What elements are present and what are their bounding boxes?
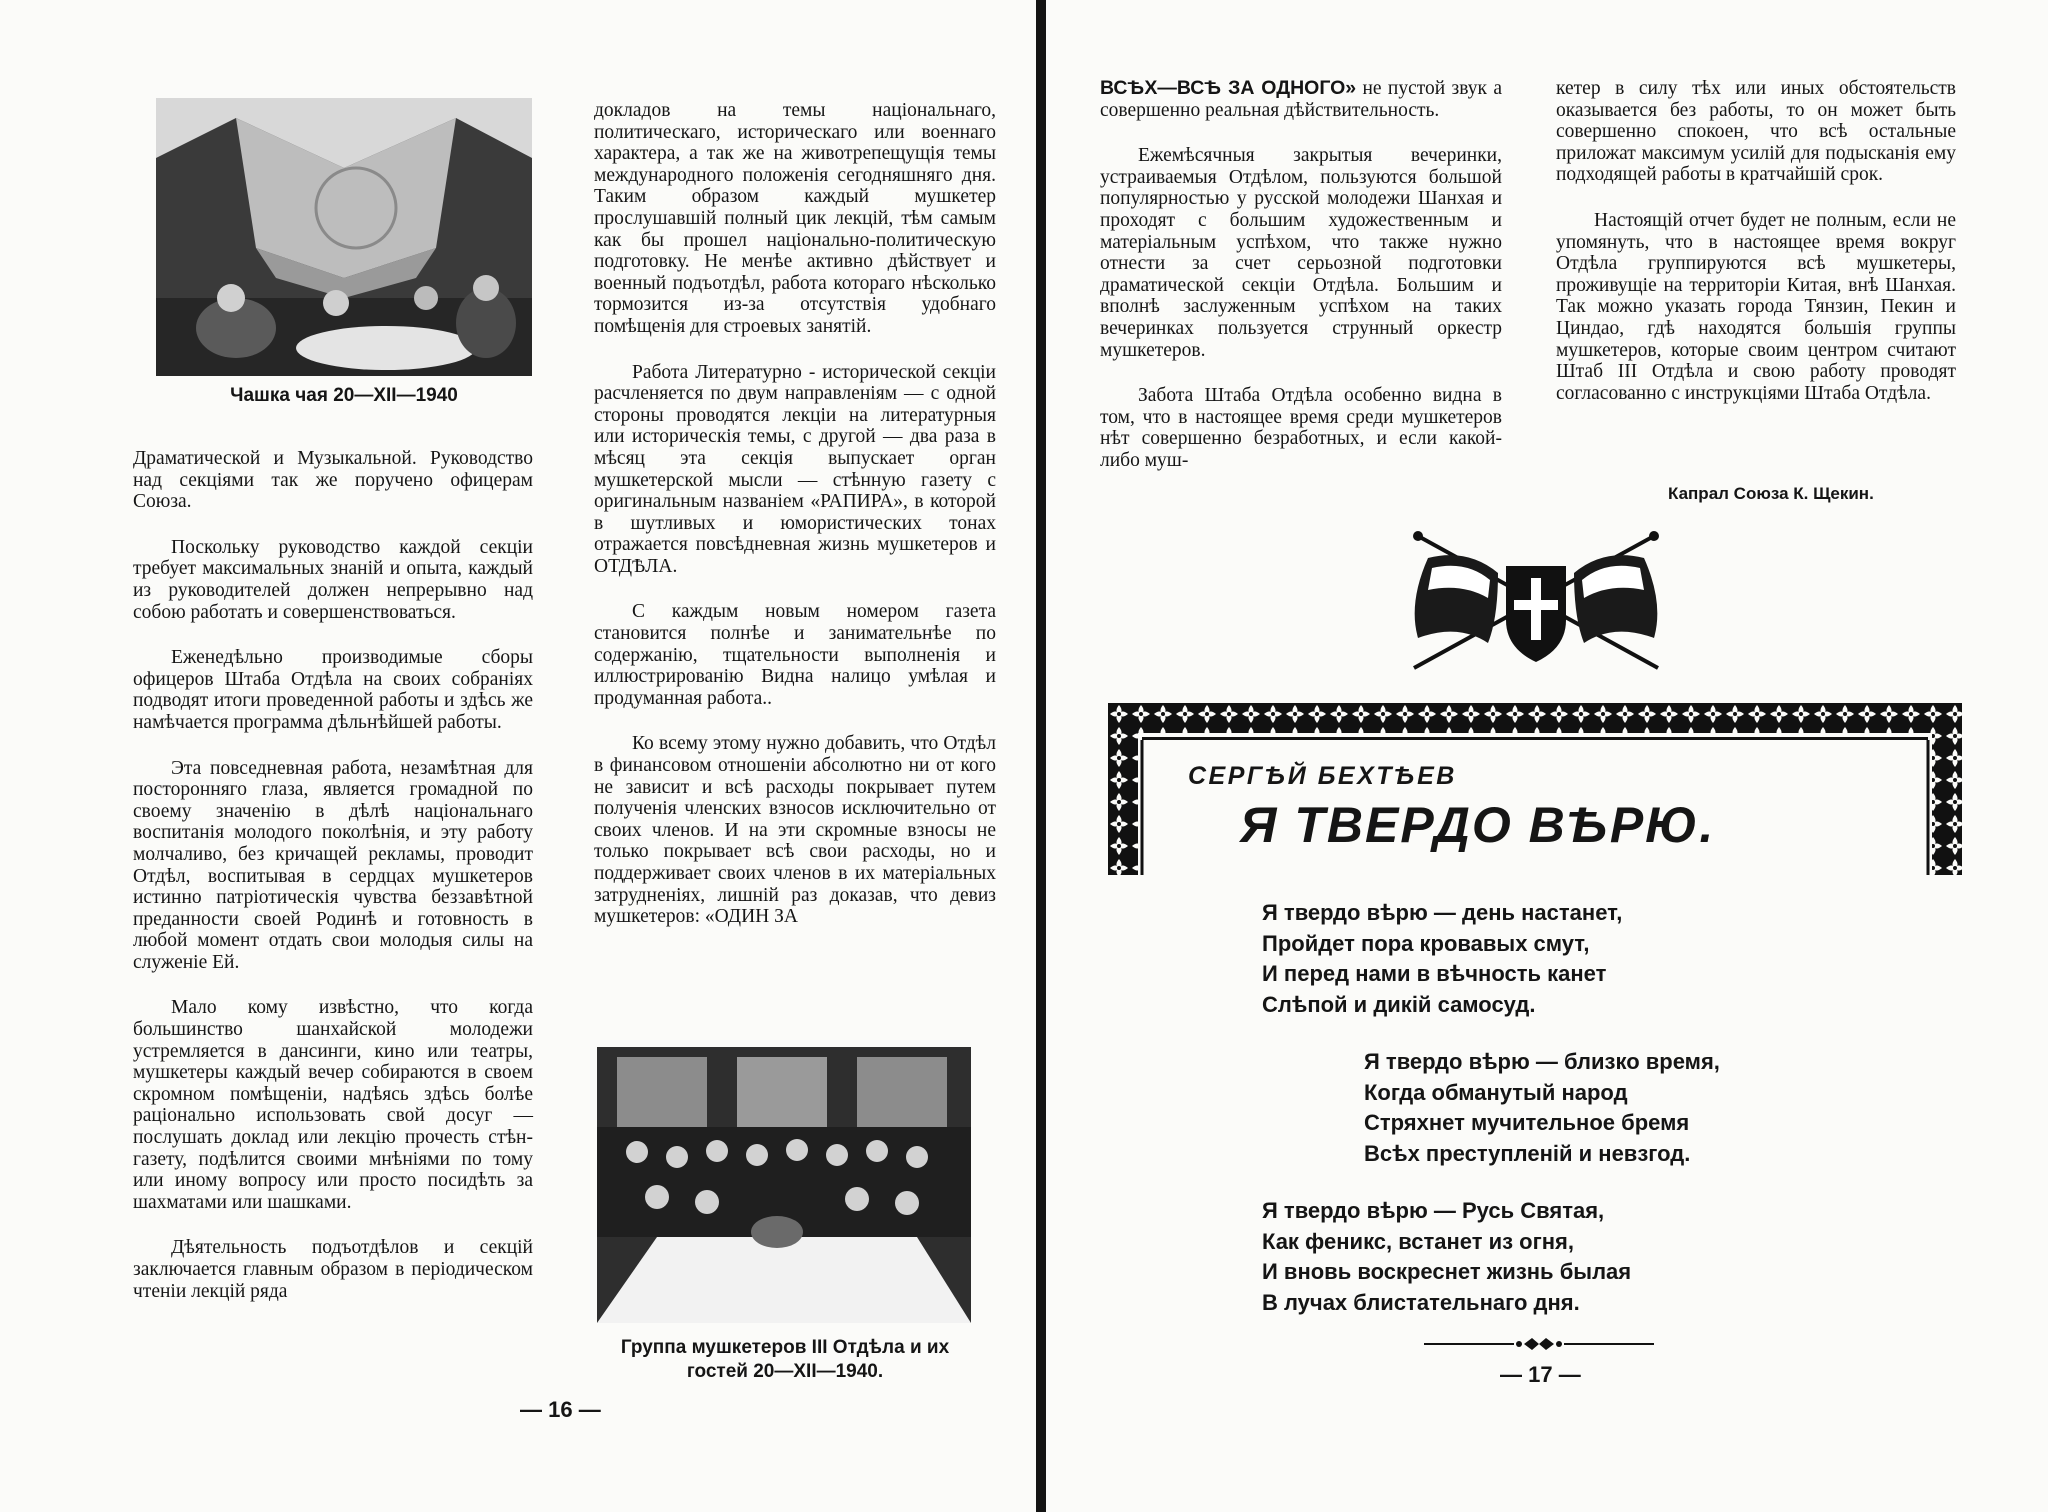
right-column-1 bbox=[1100, 78, 1502, 496]
photo-musketeers-group bbox=[597, 1047, 971, 1323]
poem-line: Я твердо вѣрю — день настанет, bbox=[1262, 900, 1623, 925]
paragraph: С каждым новым номером газета становится полнѣе и занимательнѣе по содержанію, тщательности выполненія и иллюстрированію Видна налицо умѣлая и продуманная работа.. bbox=[594, 601, 996, 709]
poem-line: И перед нами в вѣчность канет bbox=[1262, 961, 1607, 986]
poem-author: СЕРГѢЙ БЕХТѢЕВ bbox=[1188, 762, 1457, 790]
divider-ornament-icon bbox=[1424, 1336, 1654, 1352]
paragraph: Эта повседневная работа, незамѣтная для посторонняго глаза, является громадной по своему значенію в дѣлѣ національнаго воспитанія молодого поколѣнія, и эту работу молчаливо, без кричащей рекламы, проводит Отдѣл, воспитывая в сердцах мушкетеров истинно патріотическія чувства беззавѣтной преданности своей Родинѣ и готовность в любой момент отдать свои молодыя силы на служеніе Ей. bbox=[133, 757, 533, 973]
closing-ornament bbox=[1424, 1336, 1654, 1352]
poem-stanza-2 bbox=[1364, 1047, 1720, 1169]
flags-emblem bbox=[1388, 528, 1684, 676]
paragraph: Поскольку руководство каждой секціи требует максимальных знаній и опыта, каждый из руководителей должен непрерывно над собою работать и совершенствоваться. bbox=[133, 536, 533, 623]
poem-line: В лучах блистательнаго дня. bbox=[1262, 1289, 1580, 1315]
poem-stanza-1 bbox=[1262, 898, 1622, 1020]
motto-text: ВСѢХ—ВСѢ ЗА ОДНОГО» bbox=[1100, 77, 1357, 99]
paragraph: Еженедѣльно производимые сборы офицеров Штаба Отдѣла на своих собраніях подводят итоги проведенной работы и здѣсь же намѣчается программа дѣльнѣйшей работы. bbox=[133, 647, 533, 733]
poem-line: Когда обманутый народ bbox=[1364, 1079, 1628, 1105]
signature: Капрал Союза К. Щекин. bbox=[1668, 484, 1874, 503]
paragraph bbox=[1100, 78, 1502, 121]
paragraph: Ко всему этому нужно добавить, что Отдѣл в финансовом отношеніи абсолютно ни от кого не зависит и всѣ расходы покрывает путем полученія членских взносов исключительно от своих членов. И на эти скромные взносы не только покрывает всѣ свои расходы, но и поддерживает своих членов в их матеріальных затрудненіях, лишній раз доказав, что девиз мушкетеров: «ОДИН ЗА bbox=[594, 733, 996, 928]
poem-line: Как феникс, встанет из огня, bbox=[1262, 1228, 1574, 1254]
photo-musketeers-group-caption: Группа мушкетеров III Отдѣла и их гостей 20—XII—1940. bbox=[620, 1337, 950, 1382]
poem-line: Стряхнет мучительное бремя bbox=[1364, 1110, 1690, 1135]
paragraph: Настоящій отчет будет не полным, если не упомянуть, что в настоящее время вокруг Отдѣла группируются всѣ мушкетеры, проживущіе на территоріи Китая, внѣ Шанхая. Так можно указать города Тянзин, Пекин и Циндао, гдѣ находятся большія группы мушкетеров, которые своим центром считают Штаб III Отдѣла и свою работу проводят согласованно с инструкціями Штаба Отдѣла. bbox=[1556, 209, 1956, 404]
poem-title: Я ТВЕРДО ВѢРЮ. bbox=[1240, 797, 1716, 853]
right-column-2 bbox=[1556, 78, 1956, 428]
poem-line: Слѣпой и дикій самосуд. bbox=[1262, 991, 1536, 1017]
left-column-1 bbox=[133, 448, 533, 1326]
page-number-17: — 17 — bbox=[1500, 1362, 1581, 1387]
poem-line: Я твердо вѣрю — Русь Святая, bbox=[1262, 1198, 1605, 1223]
page-number-16: — 16 — bbox=[520, 1397, 601, 1422]
paragraph: Драматической и Музыкальной. Руководство над секціями так же поручено офицерам Союза. bbox=[133, 448, 533, 513]
photo-musketeers-group-image bbox=[597, 1047, 971, 1323]
book-gutter bbox=[1036, 0, 1046, 1512]
paragraph: Дѣятельность подъотдѣлов и секцій заключается главным образом в періодическом чтеніи лекцій ряда bbox=[133, 1237, 533, 1302]
crossed-flags-icon bbox=[1388, 528, 1684, 676]
poem-line: И вновь воскреснет жизнь былая bbox=[1262, 1259, 1632, 1284]
poem-line: Я твердо вѣрю — близко время, bbox=[1364, 1049, 1720, 1074]
paragraph: Ежемѣсячныя закрытыя вечеринки, устраиваемыя Отдѣлом, пользуются большой популярностью у русской молодежи Шанхая и проходят с большим художественным и матеріальным успѣхом, что также нужно отнести за счет серьозной подготовки драматической секціи Отдѣла. Большим и вполнѣ заслуженным успѣхом на таких вечеринках пользуется струнный оркестр мушкетеров. bbox=[1100, 145, 1502, 361]
paragraph: докладов на темы національнаго, политическаго, историческаго или военнаго характера, а так же на животрепещущія темы международного положенія сегодняшняго дня. Таким образом каждый мушкетер прослушавшій полный цик лекцій, тѣм самым как бы прошел національно-политическую подготовку. Не менѣе активно дѣйствует и военный подъотдѣл, работа котораго нѣсколько тормозится из-за отсутствія удобнаго помѣщенія для строевых занятій. bbox=[594, 100, 996, 337]
paragraph: Мало кому извѣстно, что когда большинство шанхайской молодежи устремляется в дансинги, кино или театры, мушкетеры каждый вечер собираются в своем скромном помѣщеніи, надѣясь здѣсь болѣе раціонально использовать свой досуг — послушать доклад или лекцію прочесть стѣн-газету, подѣлится своими мнѣніями по тому или иному вопросу или просто посидѣть за шахматами или шашками. bbox=[133, 997, 533, 1213]
photo-tea-party-caption: Чашка чая 20—XII—1940 bbox=[230, 385, 458, 406]
left-column-2 bbox=[594, 100, 996, 952]
paragraph: Работа Литературно - исторической секціи расчленяется по двум направленіям — с одной стороны проводятся лекціи на литературныя или историческія темы, с другой — два раза в мѣсяц эта секція выпускает орган мушкетерской мысли — стѣнную газету с оригинальным названіем «РАПИРА», в которой в шутливых и юмористических тонах отражается повсѣдневная жизнь мушкетеров и ОТДѢЛА. bbox=[594, 361, 996, 577]
motto-tail: не пустой звук а совершенно реальная дѣйствительность. bbox=[1100, 78, 1502, 121]
poem-line: Всѣх преступленій и невзгод. bbox=[1364, 1140, 1691, 1166]
poem-line: Пройдет пора кровавых смут, bbox=[1262, 930, 1590, 956]
poem-stanza-3 bbox=[1262, 1196, 1631, 1318]
paragraph: кетер в силу тѣх или иных обстоятельств оказывается без работы, то он может быть совершенно спокоен, что всѣ остальные приложат максимум усилій для подысканія ему подходящей работы в кратчайшій срок. bbox=[1556, 78, 1956, 186]
photo-tea-party-image bbox=[156, 98, 532, 376]
paragraph: Забота Штаба Отдѣла особенно видна в том, что в настоящее время среди мушкетеров нѣт совершенно безработных, и если какой-либо муш- bbox=[1100, 385, 1502, 471]
photo-tea-party bbox=[156, 98, 532, 376]
